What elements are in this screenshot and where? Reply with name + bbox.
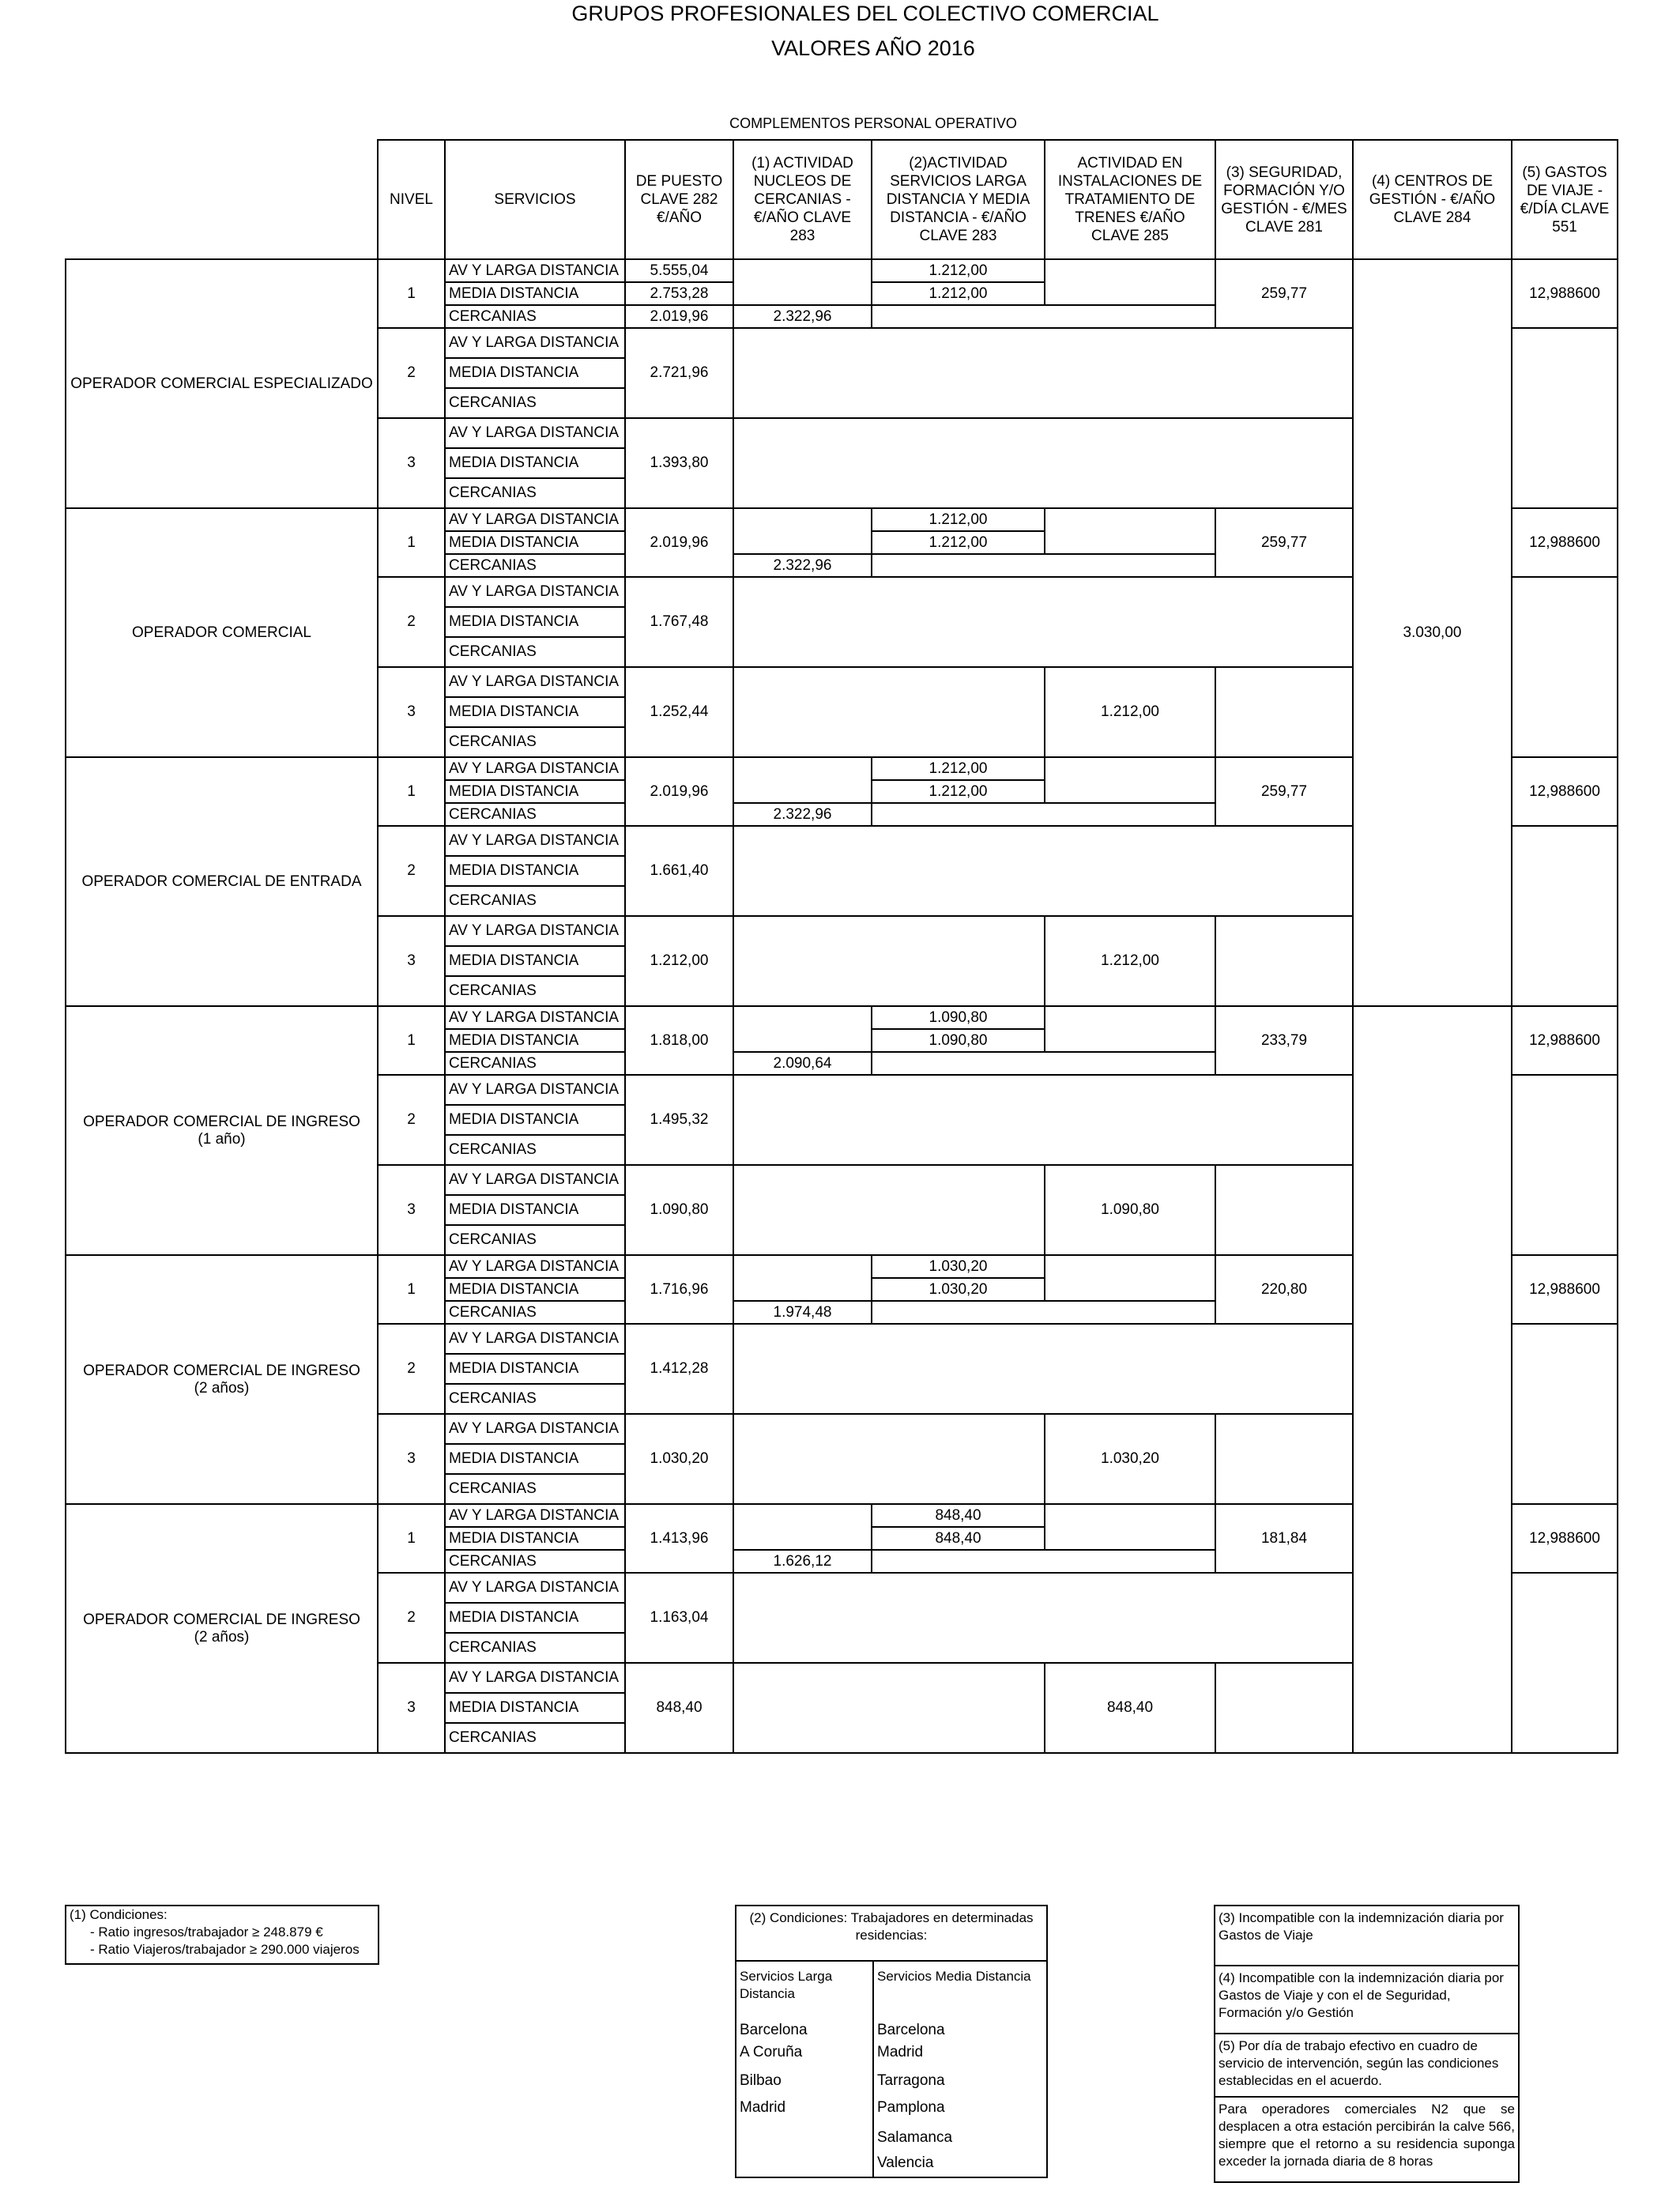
seguridad-value: 259,77 [1215,508,1353,577]
media-value: 1.212,00 [872,780,1045,803]
col-puesto: DE PUESTO CLAVE 282 €/AÑO [625,140,733,259]
group-name-line2: (2 años) [194,1628,250,1646]
viaje-value: 12,988600 [1512,508,1618,577]
nivel-cell: 2 [378,577,445,667]
larga-value: 1.212,00 [872,259,1045,282]
service-av: AV Y LARGA DISTANCIA [445,508,625,531]
service-md: MEDIA DISTANCIA [445,1527,625,1550]
nivel-cell: 1 [378,757,445,826]
service-md: MEDIA DISTANCIA [445,1693,625,1723]
nivel-cell: 3 [378,418,445,508]
col-cercanias: (1) ACTIVIDAD NUCLEOS DE CERCANIAS - €/AÑO CLAVE 283 [733,140,872,259]
group-name [66,757,378,1006]
centros-cell: 3.030,00 [1353,259,1512,1006]
cercanias-value: 1.974,48 [733,1301,872,1324]
empty-cell [733,328,1353,418]
group-name [66,1255,378,1504]
empty-cell [872,554,1215,577]
larga-value: 848,40 [872,1504,1045,1527]
service-av: AV Y LARGA DISTANCIA [445,916,625,946]
tratamiento-empty [1045,1255,1215,1301]
viaje-empty [1512,1573,1618,1753]
service-ce: CERCANIAS [445,1225,625,1255]
note-2-col-media: Servicios Media Distancia [877,1969,1031,1984]
service-ce: CERCANIAS [445,478,625,508]
media-city: Tarragona [877,2072,945,2089]
group-name [66,1006,378,1255]
viaje-empty [1512,1324,1618,1504]
service-ce: CERCANIAS [445,305,625,328]
nivel-cell: 1 [378,259,445,328]
service-md: MEDIA DISTANCIA [445,856,625,886]
tratamiento-empty [1045,1504,1215,1550]
larga-city: Barcelona [740,2022,808,2038]
puesto-value: 1.412,28 [625,1324,733,1414]
larga-value: 1.212,00 [872,508,1045,531]
empty-cell [733,1075,1353,1165]
puesto-value: 1.163,04 [625,1573,733,1663]
nivel-cell: 1 [378,1255,445,1324]
empty-cell [872,1052,1215,1075]
group-name-line1: OPERADOR COMERCIAL [132,624,311,641]
media-city: Pamplona [877,2099,945,2116]
puesto-value: 848,40 [625,1663,733,1753]
empty-cell [733,1165,1045,1255]
larga-city: Madrid [740,2099,786,2116]
service-av: AV Y LARGA DISTANCIA [445,1324,625,1354]
nivel-cell: 3 [378,916,445,1006]
service-av: AV Y LARGA DISTANCIA [445,1663,625,1693]
note-1-title: (1) Condiciones: [70,1907,168,1922]
larga-value: 1.212,00 [872,757,1045,780]
empty-cell [872,803,1215,826]
puesto-value: 1.716,96 [625,1255,733,1324]
group-name-line1: OPERADOR COMERCIAL DE INGRESO [83,1362,360,1379]
cercanias-empty [733,1504,872,1550]
empty-cell [733,1573,1353,1663]
seguridad-value: 181,84 [1215,1504,1353,1573]
group-name-line2: (1 año) [198,1130,246,1148]
seguridad-value: 233,79 [1215,1006,1353,1075]
media-value: 848,40 [872,1527,1045,1550]
empty-cell [1215,1165,1353,1255]
larga-value: 1.030,20 [872,1255,1045,1278]
salary-table [65,139,1618,1754]
viaje-value: 12,988600 [1512,259,1618,328]
service-ce: CERCANIAS [445,388,625,418]
service-ce: CERCANIAS [445,637,625,667]
larga-city: A Coruña [740,2044,803,2060]
nivel-cell: 1 [378,1006,445,1075]
service-md: MEDIA DISTANCIA [445,1278,625,1301]
puesto-md: 2.753,28 [625,282,733,305]
service-av: AV Y LARGA DISTANCIA [445,1255,625,1278]
group-name-line1: OPERADOR COMERCIAL DE INGRESO [83,1113,360,1130]
service-ce: CERCANIAS [445,1301,625,1324]
cercanias-value: 2.322,96 [733,554,872,577]
cercanias-empty [733,508,872,554]
empty-cell [872,1550,1215,1573]
nivel-cell: 3 [378,1414,445,1504]
puesto-value: 1.661,40 [625,826,733,916]
puesto-value: 2.019,96 [625,508,733,577]
col-viaje: (5) GASTOS DE VIAJE - €/DÍA CLAVE 551 [1512,140,1618,259]
viaje-value: 12,988600 [1512,757,1618,826]
nivel-cell: 2 [378,1573,445,1663]
service-ce: CERCANIAS [445,727,625,757]
empty-cell [733,667,1045,757]
viaje-empty [1512,577,1618,757]
puesto-value: 2.019,96 [625,757,733,826]
empty-cell [1215,667,1353,757]
empty-cell [1215,1663,1353,1753]
service-av: AV Y LARGA DISTANCIA [445,1165,625,1195]
note-3: (3) Incompatible con la indemnización diaria por Gastos de Viaje [1215,1906,1518,1966]
service-ce: CERCANIAS [445,886,625,916]
note-2-title: (2) Condiciones: Trabajadores en determinadas residencias: [736,1906,1046,1962]
media-value: 1.212,00 [872,531,1045,554]
col-larga-media: (2)ACTIVIDAD SERVICIOS LARGA DISTANCIA Y MEDIA DISTANCIA - €/AÑO CLAVE 283 [872,140,1045,259]
tratamiento-empty [1045,259,1215,305]
service-md: MEDIA DISTANCIA [445,1444,625,1474]
tratamiento-empty [1045,1006,1215,1052]
puesto-value: 2.721,96 [625,328,733,418]
service-av: AV Y LARGA DISTANCIA [445,259,625,282]
media-value: 1.030,20 [872,1278,1045,1301]
puesto-value: 1.767,48 [625,577,733,667]
nivel-cell: 3 [378,667,445,757]
empty-cell [733,418,1353,508]
empty-cell [733,1324,1353,1414]
service-av: AV Y LARGA DISTANCIA [445,1006,625,1029]
group-name-line1: OPERADOR COMERCIAL ESPECIALIZADO [70,375,373,392]
tratamiento-value: 1.212,00 [1045,916,1215,1006]
service-md: MEDIA DISTANCIA [445,358,625,388]
centros-cell [1353,1006,1512,1753]
service-ce: CERCANIAS [445,803,625,826]
col-centros: (4) CENTROS DE GESTIÓN - €/AÑO CLAVE 284 [1353,140,1512,259]
service-md: MEDIA DISTANCIA [445,1354,625,1384]
service-md: MEDIA DISTANCIA [445,1029,625,1052]
cercanias-value: 2.322,96 [733,803,872,826]
service-ce: CERCANIAS [445,1052,625,1075]
seguridad-value: 220,80 [1215,1255,1353,1324]
nivel-cell: 2 [378,826,445,916]
puesto-ce: 2.019,96 [625,305,733,328]
service-md: MEDIA DISTANCIA [445,448,625,478]
group-name-line1: OPERADOR COMERCIAL DE ENTRADA [81,873,362,890]
header-row [66,140,1618,259]
nivel-cell: 3 [378,1663,445,1753]
puesto-value: 1.393,80 [625,418,733,508]
table-row [66,1006,1618,1029]
tratamiento-value: 1.212,00 [1045,667,1215,757]
service-av: AV Y LARGA DISTANCIA [445,328,625,358]
puesto-value: 1.030,20 [625,1414,733,1504]
cercanias-value: 2.322,96 [733,305,872,328]
table-caption: COMPLEMENTOS PERSONAL OPERATIVO [729,115,1017,131]
service-av: AV Y LARGA DISTANCIA [445,1573,625,1603]
service-ce: CERCANIAS [445,554,625,577]
media-value: 1.090,80 [872,1029,1045,1052]
cercanias-value: 1.626,12 [733,1550,872,1573]
viaje-value: 12,988600 [1512,1504,1618,1573]
service-av: AV Y LARGA DISTANCIA [445,826,625,856]
service-av: AV Y LARGA DISTANCIA [445,1075,625,1105]
cercanias-empty [733,259,872,305]
puesto-av: 5.555,04 [625,259,733,282]
col-seguridad: (3) SEGURIDAD, FORMACIÓN Y/O GESTIÓN - €/MES CLAVE 281 [1215,140,1353,259]
service-md: MEDIA DISTANCIA [445,697,625,727]
note-1-ratio-travelers: - Ratio Viajeros/trabajador ≥ 290.000 viajeros [90,1942,360,1957]
cercanias-empty [733,757,872,803]
viaje-value: 12,988600 [1512,1006,1618,1075]
notes-3-to-6 [1214,1905,1520,2183]
tratamiento-value: 1.030,20 [1045,1414,1215,1504]
group-name [66,508,378,757]
tratamiento-empty [1045,508,1215,554]
service-md: MEDIA DISTANCIA [445,282,625,305]
nivel-cell: 2 [378,328,445,418]
viaje-value: 12,988600 [1512,1255,1618,1324]
media-city: Salamanca [877,2129,953,2146]
note-conditions-1 [65,1905,379,1965]
puesto-value: 1.252,44 [625,667,733,757]
table-row [66,259,1618,282]
note-conditions-2 [735,1905,1048,2178]
service-av: AV Y LARGA DISTANCIA [445,577,625,607]
tratamiento-value: 1.090,80 [1045,1165,1215,1255]
service-av: AV Y LARGA DISTANCIA [445,418,625,448]
note-1-ratio-income: - Ratio ingresos/trabajador ≥ 248.879 € [90,1924,323,1940]
empty-cell [733,1414,1045,1504]
service-md: MEDIA DISTANCIA [445,780,625,803]
nivel-cell: 3 [378,1165,445,1255]
tratamiento-value: 848,40 [1045,1663,1215,1753]
seguridad-value: 259,77 [1215,259,1353,328]
service-md: MEDIA DISTANCIA [445,946,625,976]
service-md: MEDIA DISTANCIA [445,1603,625,1633]
col-tratamiento: ACTIVIDAD EN INSTALACIONES DE TRATAMIENTO DE TRENES €/AÑO CLAVE 285 [1045,140,1215,259]
group-name [66,259,378,508]
puesto-value: 1.090,80 [625,1165,733,1255]
cercanias-empty [733,1006,872,1052]
service-ce: CERCANIAS [445,1550,625,1573]
service-av: AV Y LARGA DISTANCIA [445,757,625,780]
media-city: Madrid [877,2044,924,2060]
page-subtitle-year: VALORES AÑO 2016 [771,36,975,60]
service-ce: CERCANIAS [445,1384,625,1414]
media-city: Barcelona [877,2022,945,2038]
nivel-cell: 2 [378,1075,445,1165]
empty-cell [1215,916,1353,1006]
service-md: MEDIA DISTANCIA [445,1105,625,1135]
service-md: MEDIA DISTANCIA [445,607,625,637]
media-city: Valencia [877,2154,934,2171]
empty-cell [733,826,1353,916]
group-name-line2: (2 años) [194,1379,250,1397]
service-av: AV Y LARGA DISTANCIA [445,1504,625,1527]
service-ce: CERCANIAS [445,1135,625,1165]
note-5: (5) Por día de trabajo efectivo en cuadro de servicio de intervención, según las condiciones establecidas en el acuerdo. [1215,2034,1518,2098]
empty-cell [872,305,1215,328]
cercanias-empty [733,1255,872,1301]
cercanias-value: 2.090,64 [733,1052,872,1075]
nivel-cell: 1 [378,1504,445,1573]
empty-cell [1215,1414,1353,1504]
nivel-cell: 1 [378,508,445,577]
viaje-empty [1512,328,1618,508]
viaje-empty [1512,826,1618,1006]
nivel-cell: 2 [378,1324,445,1414]
service-ce: CERCANIAS [445,1474,625,1504]
service-av: AV Y LARGA DISTANCIA [445,1414,625,1444]
service-av: AV Y LARGA DISTANCIA [445,667,625,697]
note-2-col-larga: Servicios Larga Distancia [740,1969,833,2001]
larga-city: Bilbao [740,2072,782,2089]
empty-cell [733,916,1045,1006]
note-6: Para operadores comerciales N2 que se desplacen a otra estación percibirán la calve 566, siempre que el retorno a su residencia suponga exceder la jornada diaria de 8 horas [1219,2102,1515,2169]
group-name [66,1504,378,1753]
col-servicios: SERVICIOS [445,140,625,259]
service-ce: CERCANIAS [445,1633,625,1663]
seguridad-value: 259,77 [1215,757,1353,826]
note-4: (4) Incompatible con la indemnización diaria por Gastos de Viaje y con el de Seguridad, Formación y/o Gestión [1215,1966,1518,2034]
empty-cell [872,1301,1215,1324]
page-title: GRUPOS PROFESIONALES DEL COLECTIVO COMERCIAL [571,2,1159,25]
puesto-value: 1.495,32 [625,1075,733,1165]
puesto-value: 1.818,00 [625,1006,733,1075]
empty-cell [733,577,1353,667]
viaje-empty [1512,1075,1618,1255]
col-nivel: NIVEL [378,140,445,259]
tratamiento-empty [1045,757,1215,803]
puesto-value: 1.212,00 [625,916,733,1006]
media-value: 1.212,00 [872,282,1045,305]
service-md: MEDIA DISTANCIA [445,531,625,554]
service-md: MEDIA DISTANCIA [445,1195,625,1225]
empty-cell [733,1663,1045,1753]
service-ce: CERCANIAS [445,1723,625,1753]
group-name-line1: OPERADOR COMERCIAL DE INGRESO [83,1611,360,1628]
larga-value: 1.090,80 [872,1006,1045,1029]
puesto-value: 1.413,96 [625,1504,733,1573]
service-ce: CERCANIAS [445,976,625,1006]
